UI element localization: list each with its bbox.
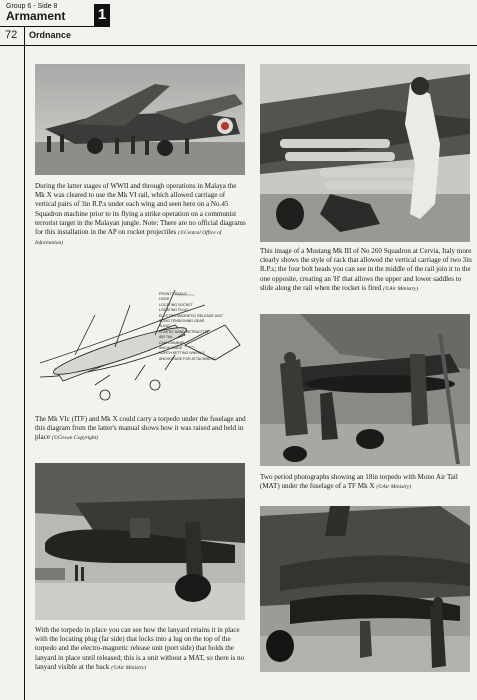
margin-rule: [24, 27, 25, 700]
legend-item: ELASTIC BAND RETRACTOR: [159, 329, 209, 334]
photo-credit: (©Air Ministry): [383, 285, 419, 292]
photo-credit: (©Air Ministry): [111, 664, 147, 671]
caption-torpedo-diagram: [35, 415, 247, 444]
legend-item: ANCHORAGE: [159, 346, 183, 351]
photo-torpedo-crew: [260, 314, 470, 466]
diagram-torpedo-installation: [35, 285, 245, 409]
caption-text: Two period photographs showing an 18in torpedo with Mono Air Tail (MAT) under the fuselage of a TF Mk X: [260, 473, 458, 491]
caption-text: During the latter stages of WWII and through operations in Malaya the Mk X was cleared to use the Mk VI rail, which allowed carriage of vertical pairs of 3in R.P.s under each wing and seen here on a No.45 Squadron machine prior to its flying a strike operation on a communist terrorist target in the Malayan jungle. Note: There are no official diagrams for this installation in the AP on rocket projectiles: [35, 182, 246, 237]
photo-squadron-aircraft: [35, 64, 245, 175]
photo-torpedo-aircraft: [260, 506, 470, 672]
header-bottom-rule: [0, 45, 477, 46]
page-header: [0, 0, 477, 46]
photo-mustang-rockets: [260, 64, 470, 242]
caption-text: With the torpedo in place you can see how the lanyard retains it in place with the locating plug (far side) that locks into a lug on the top of the torpedo and the electro-magnetic release unit (port side) that holds the lanyard in place until released; this is a unit without a MAT, so there is no lanyard visible at the back: [35, 626, 245, 671]
legend-item: FRONT CRADLE: [159, 292, 187, 296]
legend-item: ELECTRO-MAGNETIC RELEASE UNIT: [159, 313, 224, 318]
page-number: 72: [5, 29, 18, 41]
chapter-title: Armament: [6, 9, 66, 23]
section-title: Ordnance: [29, 30, 72, 40]
chapter-number-badge: 1: [94, 4, 110, 26]
legend-item: SLING: [159, 324, 170, 329]
caption-text: This image of a Mustang Mk III of No 260 Squadron at Cervia, Italy more clearly shows the style of rack that allowed the vertical carriage of two 3in R.P.s; the four bolt heads you can see in the middle of the rail join it to the one opposite, creating an 'H' that allows the upper and lower saddles to slide along the rail when the rocket is fired: [260, 247, 472, 292]
photo-credit: (©Crown Copyright): [51, 435, 99, 442]
group-label: Group 6 - Side 8: [6, 3, 58, 10]
diagram-legend: [159, 292, 243, 362]
legend-item: NORTH SETTING WHEELS: [159, 351, 205, 356]
legend-item: LOCATING PLUG: [159, 308, 188, 313]
legend-item: CAM CHANNEL: [159, 340, 186, 345]
legend-item: AIR TAIL: [159, 335, 174, 340]
caption-torpedo-lanyard: [35, 626, 247, 673]
header-rule: [0, 26, 110, 27]
legend-item: LOCATING SOCKET: [159, 302, 193, 307]
legend-item: SLING TENSIONING GEAR: [159, 319, 205, 324]
caption-rp-rail: [35, 182, 247, 248]
legend-item: HOOK: [159, 297, 170, 302]
caption-text: The Mk VIc (ITF) and Mk X could carry a torpedo under the fuselage and this diagram from the latter's manual shows how it was raised and held in place: [35, 415, 246, 442]
photo-credit: (©Air Ministry): [376, 484, 412, 491]
photo-torpedo-underside: [35, 463, 245, 620]
caption-mustang: [260, 247, 473, 294]
photo-credit: (©Central Office of Information): [35, 230, 222, 247]
legend-item: ANCHORAGE FOR ATTACHMENT: [159, 356, 216, 361]
caption-two-photographs: [260, 473, 473, 492]
